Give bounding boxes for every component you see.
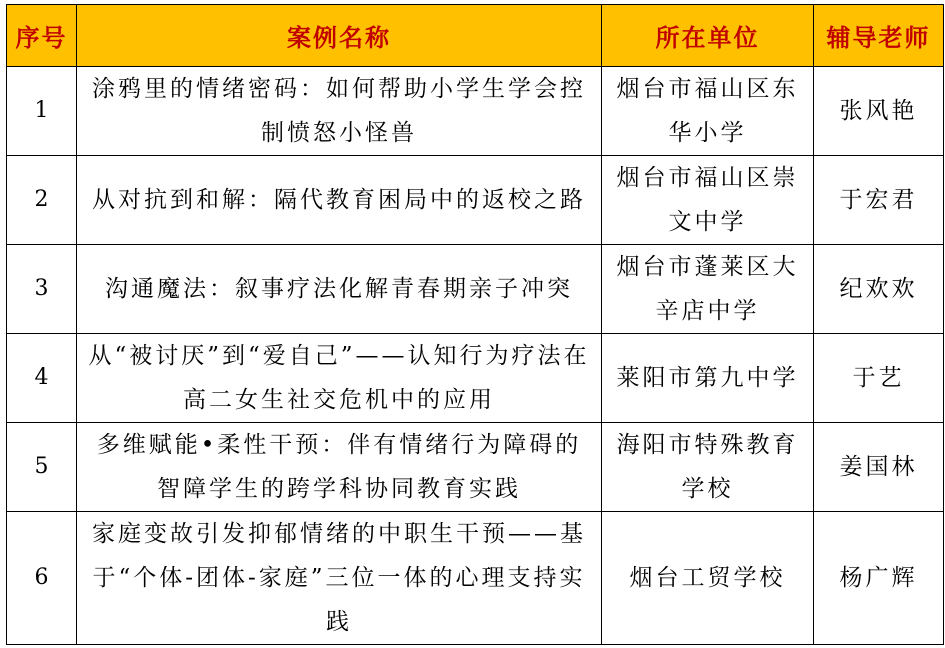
header-index: 序号 [7,5,77,67]
case-name-cell: 多维赋能•柔性干预：伴有情绪行为障碍的智障学生的跨学科协同教育实践 [77,423,602,512]
case-name-cell: 家庭变故引发抑郁情绪的中职生干预——基于“个体-团体-家庭”三位一体的心理支持实践 [77,512,602,645]
case-table [6,4,944,645]
header-row [7,5,944,67]
case-name-cell: 涂鸦里的情绪密码：如何帮助小学生学会控制愤怒小怪兽 [77,67,602,156]
table-row [7,67,944,156]
row-index: 1 [7,67,77,156]
case-name-cell: 从对抗到和解：隔代教育困局中的返校之路 [77,156,602,245]
unit-cell: 烟台市福山区东华小学 [602,67,814,156]
teacher-cell: 纪欢欢 [814,245,944,334]
row-index: 5 [7,423,77,512]
header-teacher: 辅导老师 [814,5,944,67]
row-index: 3 [7,245,77,334]
teacher-cell: 于宏君 [814,156,944,245]
table-row [7,156,944,245]
case-name-cell: 从“被讨厌”到“爱自己”——认知行为疗法在高二女生社交危机中的应用 [77,334,602,423]
teacher-cell: 于艺 [814,334,944,423]
unit-cell: 烟台工贸学校 [602,512,814,645]
table-row [7,245,944,334]
header-unit: 所在单位 [602,5,814,67]
teacher-cell: 张风艳 [814,67,944,156]
unit-cell: 莱阳市第九中学 [602,334,814,423]
table-row [7,334,944,423]
unit-cell: 海阳市特殊教育学校 [602,423,814,512]
case-name-cell: 沟通魔法：叙事疗法化解青春期亲子冲突 [77,245,602,334]
teacher-cell: 姜国林 [814,423,944,512]
row-index: 6 [7,512,77,645]
unit-cell: 烟台市福山区崇文中学 [602,156,814,245]
row-index: 4 [7,334,77,423]
row-index: 2 [7,156,77,245]
teacher-cell: 杨广辉 [814,512,944,645]
header-case-name: 案例名称 [77,5,602,67]
table-row [7,512,944,645]
table-row [7,423,944,512]
unit-cell: 烟台市蓬莱区大辛店中学 [602,245,814,334]
